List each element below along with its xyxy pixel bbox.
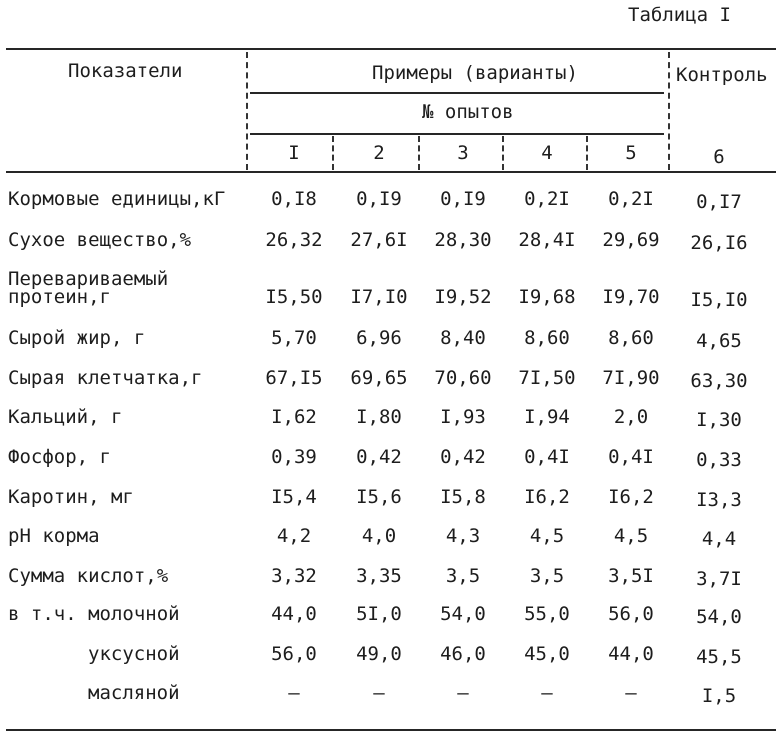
- cell-value: 49,0: [356, 643, 402, 665]
- cell-value: 4,65: [696, 330, 742, 352]
- cell-value: 4,5: [529, 525, 565, 547]
- cell-value: 8,60: [608, 327, 654, 349]
- cell-value: I9,68: [518, 286, 576, 308]
- cell-value: 3,5I: [608, 565, 654, 587]
- cell-value: 8,60: [524, 327, 570, 349]
- cell-value: 0,39: [271, 446, 317, 468]
- row-label: Сырой жир, г: [8, 327, 146, 349]
- header-experiment-no: № опытов: [422, 101, 514, 123]
- cell-value: 0,42: [440, 446, 486, 468]
- cell-value: 0,I9: [356, 188, 402, 210]
- header-bottom-rule: [6, 171, 776, 173]
- cell-value: 45,0: [524, 643, 570, 665]
- cell-value: 4,3: [445, 525, 481, 547]
- top-rule: [6, 48, 776, 50]
- col-header-5: 5: [625, 142, 637, 164]
- cell-value: 44,0: [271, 603, 317, 625]
- cell-value: 55,0: [524, 603, 570, 625]
- cell-value: I9,52: [434, 286, 492, 308]
- cell-value: –: [288, 682, 300, 704]
- cell-value: 67,I5: [265, 367, 323, 389]
- cell-value: 3,5: [529, 565, 565, 587]
- cell-value: I,80: [356, 406, 402, 428]
- cell-value: 5I,0: [356, 603, 402, 625]
- cell-value: 4,5: [613, 525, 649, 547]
- cell-value: 54,0: [440, 603, 486, 625]
- row-label: уксусной: [88, 643, 180, 665]
- header-rule-numbers: [250, 133, 664, 135]
- header-examples: Примеры (варианты): [372, 62, 578, 84]
- cell-value: 26,32: [265, 229, 323, 251]
- cell-value: 4,2: [276, 525, 312, 547]
- table-title: Таблица I: [628, 4, 731, 26]
- cell-value: –: [373, 682, 385, 704]
- row-label: рН корма: [8, 525, 100, 547]
- cell-value: 0,I8: [271, 188, 317, 210]
- row-label-continued: протеин,г: [8, 286, 111, 308]
- cell-value: I,5: [701, 685, 737, 707]
- row-label: Кормовые единицы,кГ: [8, 188, 226, 210]
- cell-value: 46,0: [440, 643, 486, 665]
- bottom-rule: [6, 729, 776, 731]
- cell-value: –: [625, 682, 637, 704]
- cell-value: 28,4I: [518, 229, 576, 251]
- cell-value: 0,2I: [524, 188, 570, 210]
- cell-value: 0,I7: [696, 191, 742, 213]
- cell-value: 3,35: [356, 565, 402, 587]
- row-label: Кальций, г: [8, 406, 123, 428]
- cell-value: 0,4I: [524, 446, 570, 468]
- cell-value: I3,3: [696, 489, 742, 511]
- row-label: масляной: [88, 682, 180, 704]
- row-label: Сырая клетчатка,г: [8, 367, 203, 389]
- cell-value: 7I,90: [602, 367, 660, 389]
- cell-value: 0,33: [696, 449, 742, 471]
- cell-value: 2,0: [613, 406, 649, 428]
- col-header-3: 3: [457, 142, 469, 164]
- cell-value: 0,I9: [440, 188, 486, 210]
- divider-indicators: [246, 52, 248, 170]
- col-header-2: 2: [373, 142, 385, 164]
- cell-value: 5,70: [271, 327, 317, 349]
- cell-value: I5,I0: [690, 289, 748, 311]
- header-indicators: Показатели: [68, 60, 183, 82]
- cell-value: 7I,50: [518, 367, 576, 389]
- cell-value: I9,70: [602, 286, 660, 308]
- cell-value: 29,69: [602, 229, 660, 251]
- cell-value: 69,65: [350, 367, 408, 389]
- cell-value: I,62: [271, 406, 317, 428]
- cell-value: 54,0: [696, 606, 742, 628]
- row-label: Сухое вещество,%: [8, 229, 192, 251]
- cell-value: I,30: [696, 409, 742, 431]
- row-label: Сумма кислот,%: [8, 565, 169, 587]
- cell-value: I7,I0: [350, 286, 408, 308]
- cell-value: I5,50: [265, 286, 323, 308]
- cell-value: I,93: [440, 406, 486, 428]
- cell-value: 3,7I: [696, 568, 742, 590]
- cell-value: I,94: [524, 406, 570, 428]
- header-rule-examples: [250, 92, 664, 94]
- cell-value: –: [457, 682, 469, 704]
- cell-value: I6,2: [608, 486, 654, 508]
- cell-value: 8,40: [440, 327, 486, 349]
- cell-value: 63,30: [690, 370, 748, 392]
- cell-value: 4,4: [701, 528, 737, 550]
- cell-value: 3,32: [271, 565, 317, 587]
- col-header-6: 6: [713, 146, 725, 168]
- header-control: Контроль: [676, 64, 768, 86]
- cell-value: 0,2I: [608, 188, 654, 210]
- row-label: Каротин, мг: [8, 486, 134, 508]
- cell-value: 0,4I: [608, 446, 654, 468]
- cell-value: 0,42: [356, 446, 402, 468]
- cell-value: 4,0: [361, 525, 397, 547]
- cell-value: 45,5: [696, 646, 742, 668]
- cell-value: I5,4: [271, 486, 317, 508]
- row-label: в т.ч. молочной: [8, 603, 180, 625]
- cell-value: –: [541, 682, 553, 704]
- cell-value: 27,6I: [350, 229, 408, 251]
- cell-value: 3,5: [445, 565, 481, 587]
- row-label: Перевариваемый: [8, 268, 169, 290]
- cell-value: 56,0: [271, 643, 317, 665]
- cell-value: I5,8: [440, 486, 486, 508]
- cell-value: I5,6: [356, 486, 402, 508]
- cell-value: 44,0: [608, 643, 654, 665]
- cell-value: I6,2: [524, 486, 570, 508]
- col-header-4: 4: [541, 142, 553, 164]
- cell-value: 28,30: [434, 229, 492, 251]
- cell-value: 70,60: [434, 367, 492, 389]
- cell-value: 6,96: [356, 327, 402, 349]
- col-header-1: I: [288, 142, 300, 164]
- row-label: Фосфор, г: [8, 446, 111, 468]
- cell-value: 56,0: [608, 603, 654, 625]
- cell-value: 26,I6: [690, 232, 748, 254]
